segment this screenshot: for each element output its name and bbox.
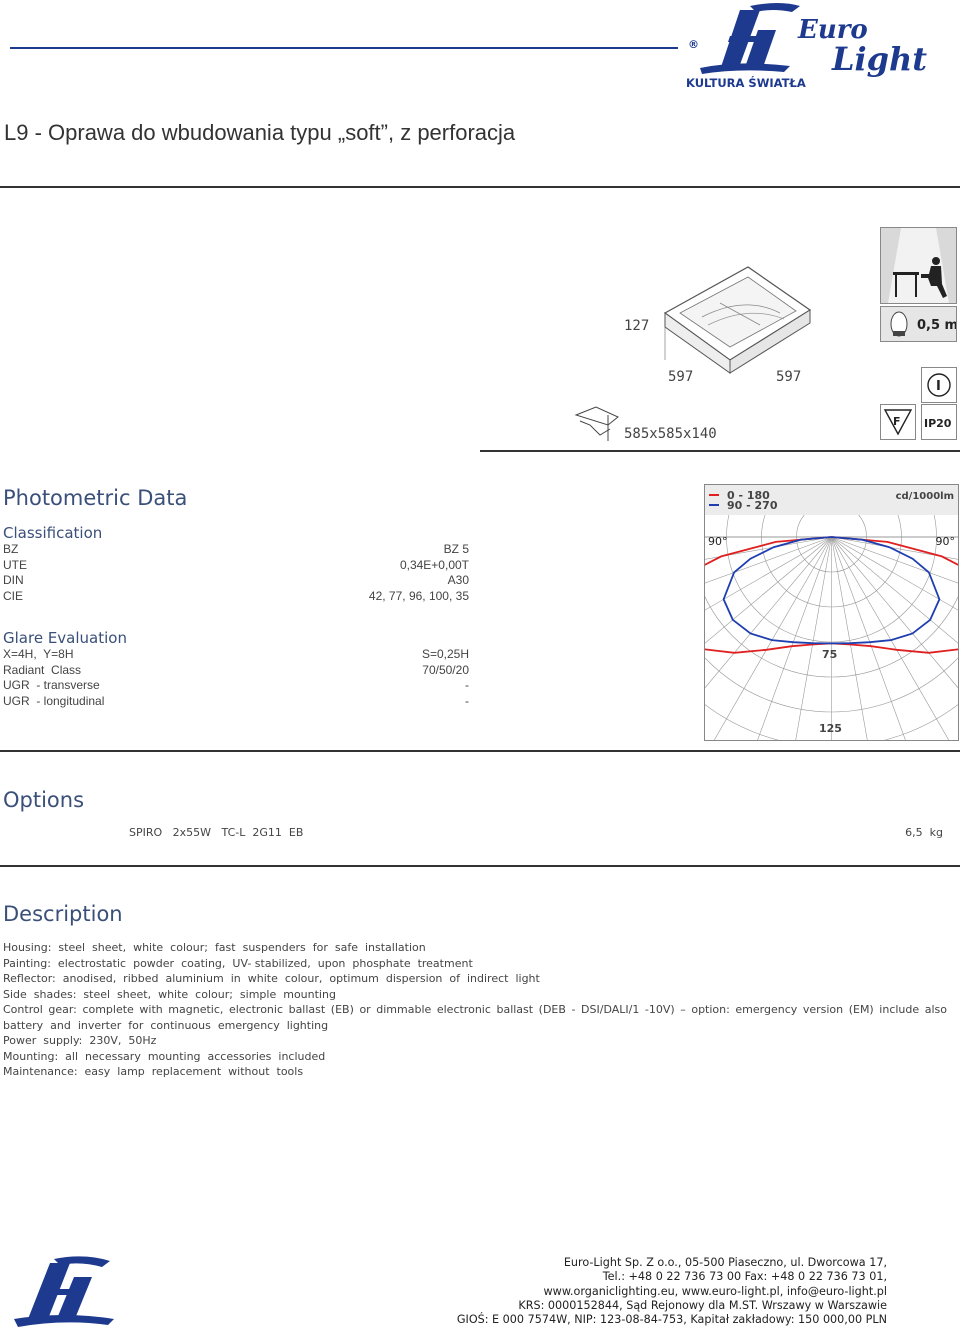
classification-label: CIE: [3, 589, 24, 604]
dim-height-label: 127: [624, 318, 650, 334]
f-mark-icon: [880, 404, 916, 440]
classification-value: BZ 5: [443, 542, 469, 556]
footer-line: GIOŚ: E 000 7574W, NIP: 123-08-84-753, Kapitał zakładowy: 150 000,00 PLN: [456, 1313, 887, 1327]
footer-line: www.organiclighting.eu, www.euro-light.pl, info@euro-light.pl: [543, 1284, 887, 1298]
glare-label: X=4H, Y=8H: [3, 647, 74, 661]
option-weight: 6,5 kg: [905, 826, 943, 839]
classification-value: A30: [447, 573, 469, 588]
description-line: Mounting: all necessary mounting accessories included: [3, 1049, 326, 1063]
room-mounting-icon: [880, 227, 957, 304]
footer-logo: [14, 1255, 124, 1330]
classification-value: 42, 77, 96, 100, 35: [368, 589, 469, 604]
company-footer: [457, 1256, 887, 1327]
glare-heading: Glare Evaluation: [3, 629, 127, 647]
classification-heading: Classification: [3, 524, 103, 542]
radial-label: 125: [819, 722, 842, 735]
classification-row: [3, 542, 469, 557]
classification-label: BZ: [3, 542, 19, 556]
technical-drawing: [570, 255, 870, 450]
radial-label: 75: [822, 648, 838, 661]
description-line: Reflector: anodised, ribbed aluminium in white colour, optimum dispersion of indirect light: [3, 972, 540, 985]
registered-mark: ®: [688, 38, 699, 51]
legend-label: 0 - 180: [727, 489, 770, 502]
classification-label: UTE: [3, 557, 27, 572]
distance-label: 0,5 m: [917, 318, 956, 333]
dim-width-b-label: 597: [776, 369, 802, 385]
polar-grid-spoke: [705, 537, 832, 674]
glare-value: S=0,25H: [421, 647, 469, 661]
description-line: battery and inverter for continuous emergency lighting: [3, 1018, 329, 1032]
f-mark-label: F: [893, 415, 901, 428]
cutout-label: 585x585x140: [624, 426, 717, 442]
divider: [0, 750, 960, 752]
chart-unit-label: cd/1000lm: [895, 491, 954, 502]
description-line: Power supply: 230V, 50Hz: [3, 1034, 157, 1047]
euro-light-mark-icon: [14, 1255, 124, 1330]
page-title: L9 - Oprawa do wbudowania typu „soft”, z perforacja: [4, 120, 516, 145]
divider: [0, 186, 960, 188]
description-line: Housing: steel sheet, white colour; fast suspenders for safe installation: [3, 941, 426, 954]
ip-rating-label: IP20: [924, 417, 952, 430]
glare-value: 70/50/20: [422, 662, 469, 677]
divider: [480, 450, 960, 452]
angle-label-left: 90°: [708, 535, 728, 548]
header-logo: [680, 0, 960, 95]
glare-row: [3, 663, 469, 678]
cutout-icon: [576, 407, 618, 441]
divider: [0, 865, 960, 867]
classification-label: DIN: [3, 573, 24, 588]
polar-grid-spoke: [762, 537, 831, 740]
legend-label: 90 - 270: [727, 499, 778, 512]
glare-label: Radiant Class: [3, 662, 82, 677]
glare-value: -: [465, 678, 469, 693]
option-item: SPIRO 2x55W TC-L 2G11 EB: [129, 826, 304, 839]
protection-class-label: I: [936, 379, 941, 394]
brand-tagline: KULTURA ŚWIATŁA: [686, 76, 806, 90]
euro-light-logo-icon: [680, 0, 960, 95]
classification-row: [3, 573, 469, 588]
polar-chart: [704, 484, 959, 741]
description-line: Side shades: steel sheet, white colour; simple mounting: [3, 987, 336, 1001]
polar-grid-spoke: [832, 537, 959, 674]
description-line: Control gear: complete with magnetic, electronic ballast (EB) or dimmable electronic ballast (DEB - DSI/DALI/1 -10V) – option: emergency version (EM) include also: [3, 1003, 947, 1016]
protection-class-icon: [921, 367, 957, 403]
classification-row: [3, 589, 469, 604]
glare-row: [3, 647, 469, 662]
options-heading: Options: [3, 788, 85, 812]
description-line: Painting: electrostatic powder coating, UV- stabilized, upon phosphate treatment: [3, 956, 473, 970]
brand-name-line2: Light: [832, 40, 928, 78]
angle-label-right: 90°: [935, 535, 955, 548]
description-heading: Description: [3, 902, 123, 926]
footer-line: Tel.: +48 0 22 736 73 00 Fax: +48 0 22 736 73 01,: [602, 1270, 887, 1284]
glare-label: UGR - longitudinal: [3, 694, 105, 709]
glare-row: [3, 678, 469, 693]
glare-label: UGR - transverse: [3, 678, 100, 693]
distance-icon: [880, 306, 957, 342]
classification-value: 0,34E+0,00T: [399, 557, 469, 572]
footer-line: KRS: 0000152844, Sąd Rejonowy dla M.ST. Wrszawy w Warszawie: [518, 1298, 887, 1312]
polar-grid-spoke: [832, 537, 901, 740]
photometric-heading: Photometric Data: [3, 486, 188, 510]
description-line: Maintenance: easy lamp replacement without tools: [3, 1065, 304, 1078]
glare-value: -: [465, 694, 469, 709]
footer-line: Euro-Light Sp. Z o.o., 05-500 Piaseczno, ul. Dworcowa 17,: [563, 1256, 887, 1269]
ip-rating-icon: [921, 404, 957, 440]
dim-width-a-label: 597: [668, 369, 694, 385]
glare-row: [3, 694, 469, 709]
brand-name-line1: Euro: [798, 15, 868, 45]
description-text: [3, 940, 947, 1080]
classification-row: [3, 558, 469, 573]
header-rule: [10, 47, 678, 49]
